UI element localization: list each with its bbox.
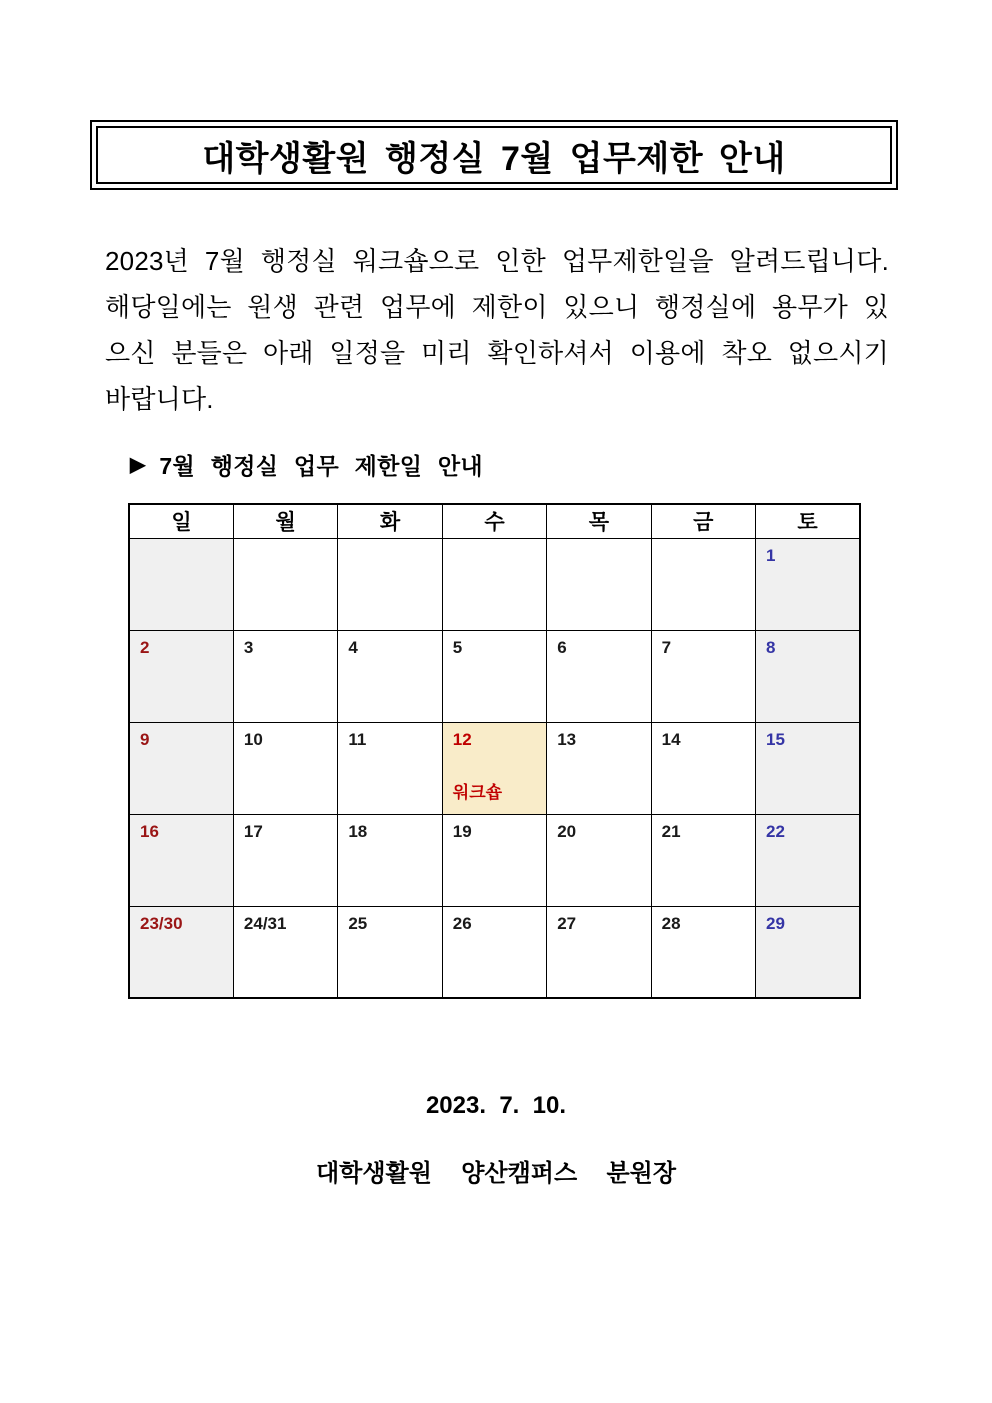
calendar-day-cell [338,630,442,722]
day-number: 8 [766,637,776,657]
calendar-day-cell [129,906,233,998]
day-number: 11 [348,729,367,749]
day-number: 4 [348,637,358,657]
calendar-day-cell [338,906,442,998]
weekday-header: 수 [442,504,546,538]
day-number: 29 [766,913,785,933]
day-number: 10 [243,729,263,749]
calendar-day-cell [233,906,337,998]
calendar-day-cell [233,538,337,630]
day-number: 27 [557,913,577,933]
day-number: 22 [766,821,785,841]
day-number: 2 [140,637,150,657]
day-number: 15 [766,729,785,749]
day-number: 9 [140,729,150,749]
day-number: 20 [557,821,577,841]
calendar-day-cell [338,538,442,630]
day-number: 7 [661,637,672,657]
day-number: 21 [661,821,681,841]
weekday-header: 월 [233,504,337,538]
calendar-day-cell [756,538,860,630]
day-number: 23/30 [140,913,183,933]
calendar-week-row [129,722,860,814]
calendar-day-cell [129,630,233,722]
day-number: 28 [661,913,681,933]
day-number: 26 [452,913,472,933]
weekday-header: 화 [338,504,442,538]
calendar-day-cell [338,722,442,814]
workshop-note: 워크숍 [452,782,503,802]
day-number: 18 [348,821,368,841]
day-number: 1 [766,545,776,565]
calendar-day-cell [442,722,546,814]
calendar-day-cell [233,630,337,722]
day-number: 19 [452,821,472,841]
calendar-day-cell [651,538,755,630]
day-number: 13 [557,729,577,749]
calendar-day-cell [129,538,233,630]
day-number: 25 [348,913,368,933]
day-number: 12 [452,729,472,749]
day-number: 16 [140,821,159,841]
day-number: 6 [557,637,567,657]
issue-date: 2023. 7. 10. [425,1092,567,1119]
day-number: 5 [452,637,463,657]
calendar-day-cell [547,906,651,998]
weekday-header: 일 [129,504,233,538]
calendar-day-cell [547,722,651,814]
calendar-day-cell [442,906,546,998]
calendar-day-cell [442,538,546,630]
calendar-day-cell [547,538,651,630]
calendar-day-cell [651,906,755,998]
calendar-day-cell [442,630,546,722]
arrow-right-icon: ▶ [130,454,146,476]
weekday-header: 목 [547,504,651,538]
weekday-header: 금 [651,504,755,538]
day-number: 3 [243,637,254,657]
calendar-day-cell [651,814,755,906]
weekday-header-row [129,504,860,538]
page-title: 대학생활원 행정실 7월 업무제한 안내 [202,139,786,178]
calendar-week-row [129,630,860,722]
calendar-day-cell [547,630,651,722]
title-inner-border [96,126,892,184]
calendar-day-cell [338,814,442,906]
calendar-week-row [129,814,860,906]
calendar-day-cell [233,814,337,906]
signature-line: 대학생활원 양산캠퍼스 분원장 [315,1160,677,1187]
section-header [130,448,483,481]
calendar-day-cell [756,722,860,814]
calendar-week-row [129,538,860,630]
calendar-day-cell [756,906,860,998]
calendar-day-cell [756,630,860,722]
title-box [90,120,898,190]
day-number: 17 [243,821,263,841]
calendar-day-cell [651,722,755,814]
calendar-day-cell [233,722,337,814]
section-title: 7월 행정실 업무 제한일 안내 [159,453,483,479]
weekday-header: 토 [756,504,860,538]
calendar-day-cell [756,814,860,906]
calendar-day-cell [547,814,651,906]
day-number: 24/31 [243,913,287,933]
calendar-day-cell [442,814,546,906]
calendar-week-row [129,906,860,998]
calendar-table [128,503,861,999]
calendar-day-cell [651,630,755,722]
intro-paragraph: 2023년 7월 행정실 워크숍으로 인한 업무제한일을 알려드립니다. 해당일에는 원생 관련 업무에 제한이 있으니 행정실에 용무가 있으신 분들은 아래 일정을 미리 확인하셔서 이용에 착오 없으시기 바랍니다. [105,246,889,414]
day-number: 14 [661,729,681,749]
calendar-day-cell [129,722,233,814]
calendar-day-cell [129,814,233,906]
